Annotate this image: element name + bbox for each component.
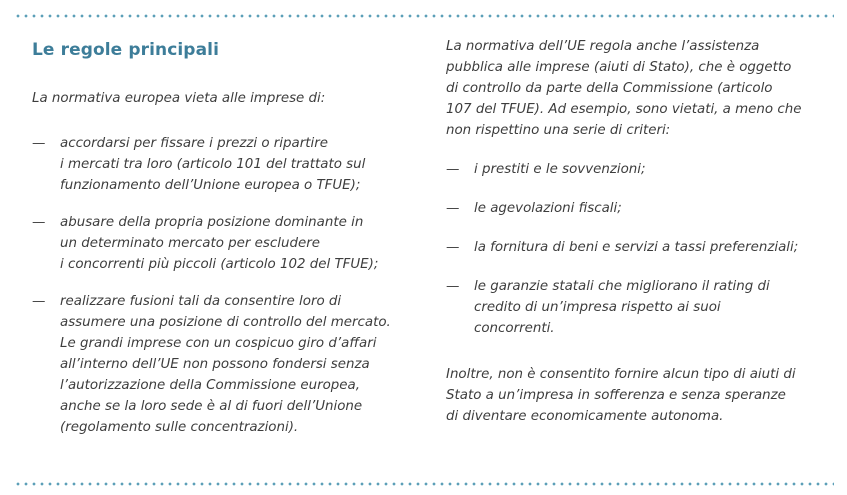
- list-item: [446, 237, 826, 258]
- dash-bullet: —: [32, 136, 46, 151]
- dash-bullet: —: [32, 215, 46, 230]
- dash-bullet: —: [32, 294, 46, 309]
- list-item: [446, 198, 826, 219]
- dash-bullet: —: [446, 240, 460, 255]
- right-column: [446, 36, 826, 427]
- dash-bullet: —: [446, 162, 460, 177]
- left-column: [32, 36, 417, 438]
- dash-bullet: —: [446, 279, 460, 294]
- list-item: [446, 276, 826, 339]
- dotted-rule-bottom: [14, 482, 834, 486]
- list-item: [32, 133, 417, 196]
- dash-bullet: —: [446, 201, 460, 216]
- list-item-text: le garanzie statali che migliorano il rating di credito di un’impresa rispetto ai suoi concorrenti.: [474, 279, 770, 336]
- list-item: [32, 212, 417, 275]
- list-item: [32, 291, 417, 438]
- list-item-text: abusare della propria posizione dominante in un determinato mercato per escludere i concorrenti più piccoli (articolo 102 del TFUE);: [60, 215, 379, 272]
- list-item-text: i prestiti e le sovvenzioni;: [474, 162, 646, 177]
- dotted-rule-top: [14, 14, 834, 18]
- list-item-text: le agevolazioni fiscali;: [474, 201, 622, 216]
- list-item-text: accordarsi per fissare i prezzi o ripartire i mercati tra loro (articolo 101 del trattato sul funzionamento dell’Unione europea o TFUE);: [60, 136, 366, 193]
- list-item-text: realizzare fusioni tali da consentire loro di assumere una posizione di controllo del mercato. Le grandi imprese con un cospicuo giro d’affari all’interno dell’UE non possono fondersi senza l’autorizzazione della Commissione europea, anche se la loro sede è al di fuori dell’Unione (regolamento sulle concentrazioni).: [60, 294, 391, 435]
- right-intro: La normativa dell’UE regola anche l’assistenza pubblica alle imprese (aiuti di Stato), che è oggetto di controllo da parte della Commissione (articolo 107 del TFUE). Ad esempio, sono vietati, a meno che non rispettino una serie di criteri:: [446, 39, 802, 138]
- left-intro: La normativa europea vieta alle imprese di:: [32, 91, 326, 106]
- section-heading: Le regole principali: [32, 40, 219, 60]
- list-item: [446, 159, 826, 180]
- right-outro: Inoltre, non è consentito fornire alcun tipo di aiuti di Stato a un’impresa in sofferenza e senza speranze di diventare economicamente autonoma.: [446, 367, 796, 424]
- list-item-text: la fornitura di beni e servizi a tassi preferenziali;: [474, 240, 799, 255]
